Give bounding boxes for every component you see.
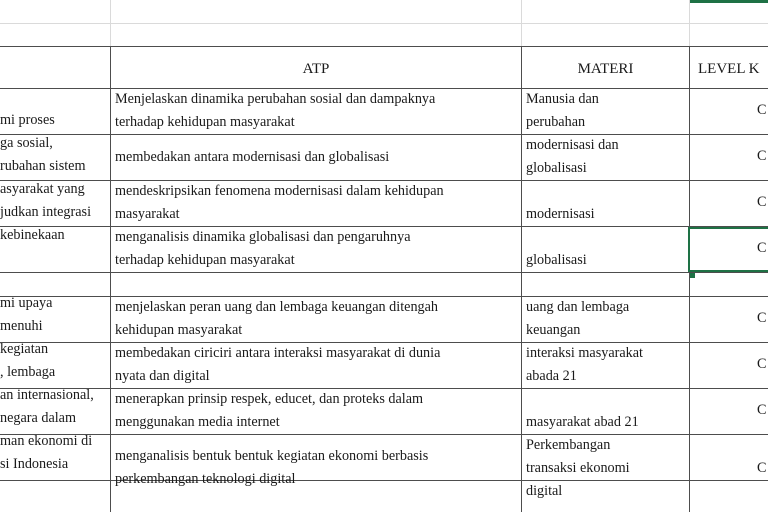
cell-line: membedakan antara modernisasi dan globalisasi [115,149,390,165]
atp-cell[interactable] [111,388,521,434]
cell-line: Menjelaskan dinamika perubahan sosial dan dampaknya [115,91,436,107]
cell-line: menganalisis bentuk bentuk kegiatan ekonomi berbasis [115,448,429,464]
fill-handle[interactable] [690,273,695,278]
materi-cell[interactable] [522,434,689,512]
cell-line [526,226,689,249]
level-cell[interactable]: C [757,460,767,476]
cell-line: globalisasi [526,252,587,268]
left-text-line: menuhi [0,318,43,334]
cell-line: keuangan [526,322,581,338]
materi-cell[interactable] [522,226,689,272]
level-cell[interactable]: C [757,402,767,418]
cell-line: mendeskripsikan fenomena modernisasi dalam kehidupan [115,183,444,199]
cell-line [526,388,689,411]
cell-line: terhadap kehidupan masyarakat [115,252,295,268]
cell-line: masyarakat abad 21 [526,414,639,430]
cell-line: nyata dan digital [115,368,210,384]
cell-line: perkembangan teknologi digital [115,471,296,487]
cell-line: digital [526,483,563,499]
left-text-line: man ekonomi di [0,433,93,449]
left-text-line: judkan integrasi [0,204,92,220]
left-text-line: ga sosial, [0,135,53,151]
materi-cell[interactable] [522,388,689,434]
spreadsheet-table[interactable] [0,46,768,512]
left-text-line: kebinekaan [0,227,65,243]
atp-cell[interactable] [111,180,521,226]
atp-cell[interactable] [111,296,521,342]
materi-cell[interactable] [522,88,689,134]
cell-line: menganalisis dinamika globalisasi dan pengaruhnya [115,229,411,245]
left-text-line: an internasional, [0,387,94,403]
left-text-line: asyarakat yang [0,181,85,197]
cell-line: modernisasi [526,206,595,222]
atp-cell[interactable] [111,88,521,134]
cell-line: uang dan lembaga [526,299,630,315]
atp-cell[interactable] [111,434,521,491]
selection-edge [690,0,768,3]
active-cell-selection[interactable] [688,227,768,272]
level-cell[interactable]: C [757,194,767,210]
materi-cell[interactable] [522,296,689,342]
gridline [110,0,111,46]
atp-cell[interactable] [111,342,521,388]
gridline [521,0,522,46]
cell-line: masyarakat [115,206,180,222]
cell-line [526,180,689,203]
gridline [0,23,768,24]
gridline [689,0,690,46]
left-text-line: mi upaya [0,295,53,311]
left-text-line: rubahan sistem [0,158,86,174]
materi-cell[interactable] [522,342,689,388]
cell-line: terhadap kehidupan masyarakat [115,114,295,130]
cell-line: modernisasi dan [526,137,619,153]
cell-line: Perkembangan [526,437,611,453]
level-cell[interactable]: C [757,148,767,164]
left-text-line: negara dalam [0,410,77,426]
column-header-atp[interactable]: ATP [302,61,330,77]
level-cell[interactable]: C [757,310,767,326]
column-header-level[interactable]: LEVEL K [698,61,760,77]
cell-line: kehidupan masyarakat [115,322,243,338]
cell-line: menggunakan media internet [115,414,280,430]
column-header-materi[interactable]: MATERI [577,61,634,77]
cell-line: membedakan ciriciri antara interaksi masyarakat di dunia [115,345,441,361]
level-cell[interactable]: C [757,102,767,118]
left-column-text-group1[interactable] [0,109,110,247]
atp-cell[interactable] [111,134,521,180]
level-cell[interactable]: C [757,356,767,372]
cell-line: interaksi masyarakat [526,345,643,361]
materi-cell[interactable] [522,134,689,180]
level-cell[interactable]: C [757,240,767,256]
left-text-line: , lembaga [0,364,56,380]
materi-cell[interactable] [522,180,689,226]
cell-line: abada 21 [526,368,577,384]
cell-line: perubahan [526,114,586,130]
left-text-line: kegiatan [0,341,49,357]
cell-line: transaksi ekonomi [526,460,630,476]
cell-line: globalisasi [526,160,587,176]
atp-cell[interactable] [111,226,521,272]
left-text-line: si Indonesia [0,456,69,472]
cell-line: Manusia dan [526,91,599,107]
cell-line: menerapkan prinsip respek, educet, dan proteks dalam [115,391,424,407]
left-column-text-group2[interactable] [0,292,110,476]
cell-line: menjelaskan peran uang dan lembaga keuangan ditengah [115,299,439,315]
left-text-line: mi proses [0,112,55,128]
